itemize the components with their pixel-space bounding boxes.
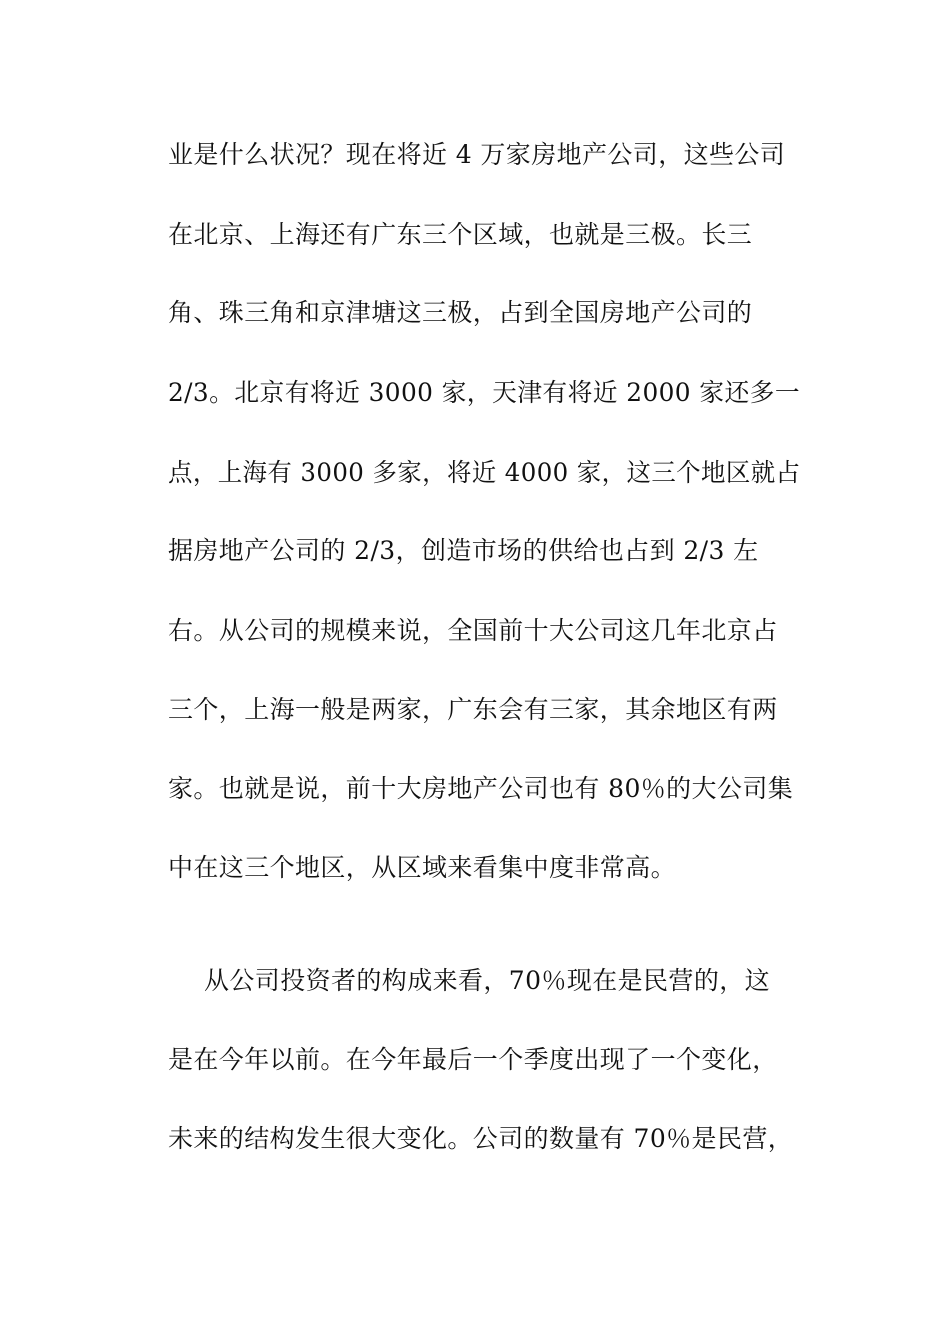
text-line: 业是什么状况？现在将近 4 万家房地产公司，这些公司 (168, 140, 786, 169)
text-line: 右。从公司的规模来说，全国前十大公司这几年北京占 (168, 616, 778, 645)
text-line: 家。也就是说，前十大房地产公司也有 80％的大公司集 (168, 774, 794, 803)
text-line: 三个，上海一般是两家，广东会有三家，其余地区有两 (168, 695, 778, 724)
text-line: 角、珠三角和京津塘这三极，占到全国房地产公司的 (168, 298, 753, 327)
text-line: 是在今年以前。在今年最后一个季度出现了一个变化， (168, 1045, 778, 1074)
text-line: 从公司投资者的构成来看，70％现在是民营的，这 (204, 966, 771, 995)
text-line: 未来的结构发生很大变化。公司的数量有 70％是民营， (168, 1124, 794, 1153)
text-line: 2/3。北京有将近 3000 家，天津有将近 2000 家还多一 (168, 378, 801, 407)
text-line: 点，上海有 3000 多家，将近 4000 家，这三个地区就占 (168, 458, 801, 487)
text-line: 中在这三个地区，从区域来看集中度非常高。 (168, 853, 677, 882)
text-line: 据房地产公司的 2/3，创造市场的供给也占到 2/3 左 (168, 536, 759, 565)
text-line: 在北京、上海还有广东三个区域，也就是三极。长三 (168, 220, 753, 249)
